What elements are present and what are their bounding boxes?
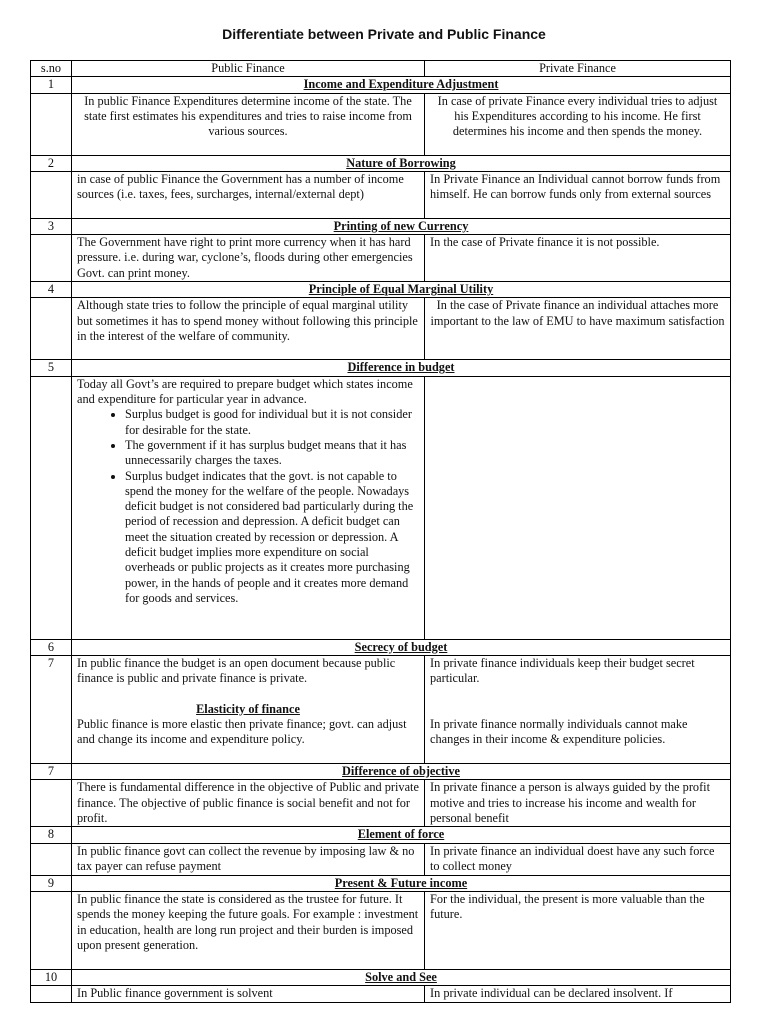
section-heading: Secrecy of budget	[72, 639, 731, 655]
private-cell: In private finance a person is always guided by the profit motive and tries to increase his income and wealth for personal benefit	[425, 780, 731, 827]
section-heading: Printing of new Currency	[72, 218, 731, 234]
public-cell	[72, 656, 425, 764]
list-item: • Surplus budget is good for individual but it is not consider for desirable for the state.	[125, 407, 419, 438]
table-row	[31, 986, 731, 1002]
private-cell: In case of private Finance every individual tries to adjust his Expenditures according to his income. He first determines his income and then spends the money.	[425, 93, 731, 155]
col-header-public: Public Finance	[72, 61, 425, 77]
section-heading-row	[31, 764, 731, 780]
public-cell: Although state tries to follow the principle of equal marginal utility but sometimes it has to spend money without following this principle in the interest of the welfare of community.	[72, 298, 425, 360]
public-cell: The Government have right to print more currency when it has hard pressure. i.e. during war, cyclone’s, floods during other emergencies Govt. can print money.	[72, 235, 425, 282]
private-cell: In the case of Private finance an individual attaches more important to the law of EMU to have maximum satisfaction	[425, 298, 731, 360]
public-elasticity-text: Public finance is more elastic then private finance; govt. can adjust and change its income and expenditure policy.	[77, 716, 407, 747]
header-row	[31, 61, 731, 77]
page-title: Differentiate between Private and Public Finance	[222, 26, 546, 42]
row-number-cell	[31, 235, 72, 282]
section-heading: Element of force	[72, 827, 731, 843]
table-row	[31, 891, 731, 969]
list-item: • Surplus budget indicates that the govt. is not capable to spend the money for the welfare of the people. Nowadays deficit budget is not considered bad particularly during the period of recession and depression. A deficit budget can meet the situation created by recession or depression. A deficit budget implies more expenditure on social overheads or public projects as it creates more purchasing power, in the hands of people and it creates more demand for goods and services.	[125, 469, 419, 607]
table-row	[31, 780, 731, 827]
table-row	[31, 298, 731, 360]
row-number: 6	[31, 639, 72, 655]
row-number: 7	[31, 764, 72, 780]
section-heading-row	[31, 827, 731, 843]
section-heading: Income and Expenditure Adjustment	[72, 77, 731, 93]
section-heading-row	[31, 282, 731, 298]
public-cell: In public finance the state is considered as the trustee for future. It spends the money keeping the future goals. For example : investment in education, health are long run project and their burden is imposed upon present generation.	[72, 891, 425, 969]
row-number-cell	[31, 891, 72, 969]
table-row	[31, 843, 731, 875]
section-heading: Nature of Borrowing	[72, 155, 731, 171]
row-number: 5	[31, 360, 72, 376]
table-row	[31, 171, 731, 218]
section-heading: Difference in budget	[72, 360, 731, 376]
section-heading-row	[31, 875, 731, 891]
private-cell	[425, 376, 731, 639]
private-cell: In private individual can be declared insolvent. If	[425, 986, 731, 1002]
row-number-cell	[31, 376, 72, 639]
private-cell: In Private Finance an Individual cannot borrow funds from himself. He can borrow funds only from external sources	[425, 171, 731, 218]
public-cell: There is fundamental difference in the objective of Public and private finance. The objective of public finance is social benefit and not for profit.	[72, 780, 425, 827]
section-heading: Principle of Equal Marginal Utility	[72, 282, 731, 298]
row-number: 1	[31, 77, 72, 93]
table-row	[31, 656, 731, 764]
public-cell: In Public finance government is solvent	[72, 986, 425, 1002]
col-header-private: Private Finance	[425, 61, 731, 77]
row-number-cell	[31, 986, 72, 1002]
row-number: 3	[31, 218, 72, 234]
row-number-cell	[31, 298, 72, 360]
list-item: • The government if it has surplus budget means that it has unnecessarily charges the taxes.	[125, 438, 419, 469]
table-row	[31, 235, 731, 282]
private-cell: For the individual, the present is more valuable than the future.	[425, 891, 731, 969]
row-number: 2	[31, 155, 72, 171]
row-number: 9	[31, 875, 72, 891]
row-number-cell	[31, 171, 72, 218]
budget-bullet-list	[77, 407, 419, 606]
row-number: 10	[31, 969, 72, 985]
row-number-cell	[31, 780, 72, 827]
section-heading-row	[31, 639, 731, 655]
row-number-cell	[31, 843, 72, 875]
private-cell: In private finance an individual doest have any such force to collect money	[425, 843, 731, 875]
col-header-sno: s.no	[31, 61, 72, 77]
row-number-cell	[31, 93, 72, 155]
public-secrecy-text: In public finance the budget is an open document because public finance is public and private finance is private.	[77, 656, 396, 686]
section-heading-row	[31, 218, 731, 234]
private-secrecy-text: In private finance individuals keep their budget secret particular.	[430, 656, 695, 686]
section-heading-row	[31, 969, 731, 985]
section-heading-row	[31, 77, 731, 93]
section-heading: Solve and See	[72, 969, 731, 985]
section-heading: Difference of objective	[72, 764, 731, 780]
row-number: 4	[31, 282, 72, 298]
table-row	[31, 376, 731, 639]
section-heading-row	[31, 360, 731, 376]
section-heading-row	[31, 155, 731, 171]
public-cell: In public Finance Expenditures determine income of the state. The state first estimates his expenditures and tries to raise income from various sources.	[72, 93, 425, 155]
table-row	[31, 93, 731, 155]
private-cell	[425, 656, 731, 764]
budget-intro: Today all Govt’s are required to prepare budget which states income and expenditure for particular year in advance.	[77, 376, 413, 407]
comparison-table	[30, 60, 731, 1003]
public-cell: In public finance govt can collect the revenue by imposing law & no tax payer can refuse payment	[72, 843, 425, 875]
row-number: 8	[31, 827, 72, 843]
private-elasticity-text: In private finance normally individuals cannot make changes in their income & expenditure policies.	[430, 716, 688, 746]
private-cell: In the case of Private finance it is not possible.	[425, 235, 731, 282]
public-cell: in case of public Finance the Government has a number of income sources (i.e. taxes, fees, surcharges, internal/external dept)	[72, 171, 425, 218]
section-heading: Present & Future income	[72, 875, 731, 891]
row-number: 7	[31, 656, 72, 764]
sub-heading: Elasticity of finance	[196, 701, 300, 716]
public-cell	[72, 376, 425, 639]
